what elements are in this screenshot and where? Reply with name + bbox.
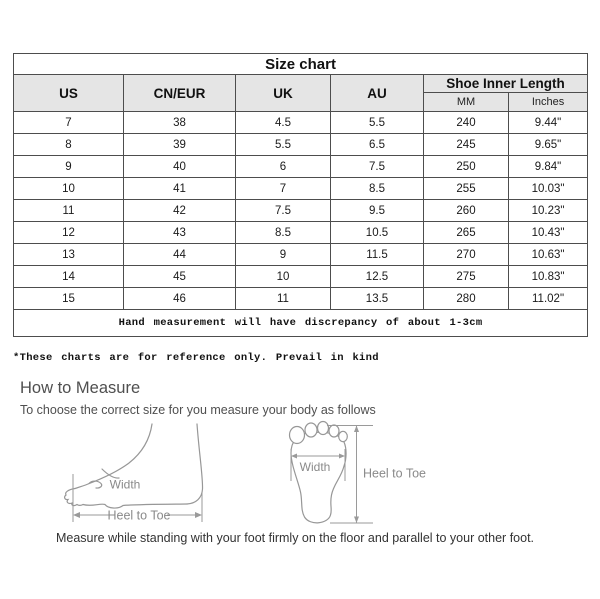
table-cell: 11 — [14, 200, 124, 222]
table-cell: 13.5 — [331, 288, 424, 310]
side-width-label: Width — [109, 477, 141, 492]
column-header-inches: Inches — [509, 93, 588, 112]
table-row — [14, 200, 588, 222]
table-cell: 8.5 — [236, 222, 331, 244]
column-header-cn-eur: CN/EUR — [124, 75, 236, 112]
table-cell: 6.5 — [331, 134, 424, 156]
table-cell: 12 — [14, 222, 124, 244]
table-cell: 45 — [124, 266, 236, 288]
table-cell: 10.03" — [509, 178, 588, 200]
table-cell: 8.5 — [331, 178, 424, 200]
column-header-us: US — [14, 75, 124, 112]
arrow-up-icon — [354, 426, 359, 433]
table-cell: 41 — [124, 178, 236, 200]
table-row — [14, 112, 588, 134]
table-cell: 255 — [424, 178, 509, 200]
footprint-icon — [283, 405, 433, 537]
table-cell: 10 — [236, 266, 331, 288]
foot-side-view-diagram — [58, 412, 220, 539]
table-row — [14, 266, 588, 288]
table-row — [14, 244, 588, 266]
table-cell: 240 — [424, 112, 509, 134]
arrow-left-icon — [73, 512, 80, 518]
table-header — [14, 54, 588, 112]
footprint-top-view-diagram — [283, 405, 433, 542]
table-cell: 10.83" — [509, 266, 588, 288]
table-cell: 260 — [424, 200, 509, 222]
table-cell: 44 — [124, 244, 236, 266]
table-cell: 14 — [14, 266, 124, 288]
arrow-right-icon — [195, 512, 202, 518]
table-cell: 11 — [236, 288, 331, 310]
table-cell: 5.5 — [331, 112, 424, 134]
table-cell: 5.5 — [236, 134, 331, 156]
table-cell: 40 — [124, 156, 236, 178]
table-row — [14, 178, 588, 200]
table-cell: 245 — [424, 134, 509, 156]
table-cell: 270 — [424, 244, 509, 266]
table-cell: 12.5 — [331, 266, 424, 288]
table-title-row — [14, 54, 588, 75]
table-cell: 9.84" — [509, 156, 588, 178]
table-cell: 9 — [14, 156, 124, 178]
table-cell: 6 — [236, 156, 331, 178]
table-cell: 42 — [124, 200, 236, 222]
table-row — [14, 134, 588, 156]
reference-note: *These charts are for reference only. Prevail in kind — [13, 352, 379, 364]
side-heel-to-toe-label: Heel to Toe — [107, 508, 171, 523]
table-cell: 15 — [14, 288, 124, 310]
table-cell: 280 — [424, 288, 509, 310]
how-to-measure-subheading: To choose the correct size for you measure your body as follows — [20, 403, 376, 417]
header-row-main — [14, 75, 588, 93]
table-cell: 275 — [424, 266, 509, 288]
table-footnote-row — [14, 310, 588, 337]
table-cell: 9.5 — [331, 200, 424, 222]
table-cell: 7 — [236, 178, 331, 200]
table-footnote: Hand measurement will have discrepancy of about 1-3cm — [14, 310, 588, 337]
table-cell: 9.65" — [509, 134, 588, 156]
table-cell: 10.43" — [509, 222, 588, 244]
table-cell: 9.44" — [509, 112, 588, 134]
table-cell: 7.5 — [331, 156, 424, 178]
table-cell: 7.5 — [236, 200, 331, 222]
table-cell: 11.5 — [331, 244, 424, 266]
column-header-au: AU — [331, 75, 424, 112]
top-width-label: Width — [299, 460, 331, 474]
table-cell: 10 — [14, 178, 124, 200]
table-cell: 4.5 — [236, 112, 331, 134]
arrow-right-icon — [339, 454, 345, 459]
table-cell: 265 — [424, 222, 509, 244]
table-cell: 46 — [124, 288, 236, 310]
arrow-down-icon — [354, 517, 359, 524]
table-cell: 8 — [14, 134, 124, 156]
table-row — [14, 156, 588, 178]
top-heel-to-toe-label: Heel to Toe — [363, 466, 427, 481]
table-cell: 10.23" — [509, 200, 588, 222]
table-cell: 43 — [124, 222, 236, 244]
column-header-uk: UK — [236, 75, 331, 112]
table-cell: 9 — [236, 244, 331, 266]
table-cell: 10.5 — [331, 222, 424, 244]
table-cell: 13 — [14, 244, 124, 266]
how-to-measure-heading: How to Measure — [20, 379, 141, 397]
measure-instruction-note: Measure while standing with your foot firmly on the floor and parallel to your other foot. — [55, 531, 535, 545]
foot-side-view-icon — [58, 412, 220, 534]
table-cell: 39 — [124, 134, 236, 156]
table-cell: 11.02" — [509, 288, 588, 310]
table-row — [14, 222, 588, 244]
size-chart-table — [13, 53, 588, 337]
table-row — [14, 288, 588, 310]
table-cell: 250 — [424, 156, 509, 178]
column-header-mm: MM — [424, 93, 509, 112]
table-cell: 38 — [124, 112, 236, 134]
table-cell: 10.63" — [509, 244, 588, 266]
size-table-body — [14, 112, 588, 310]
column-header-inner-length: Shoe Inner Length — [424, 75, 588, 93]
table-title: Size chart — [14, 54, 588, 75]
table-cell: 7 — [14, 112, 124, 134]
